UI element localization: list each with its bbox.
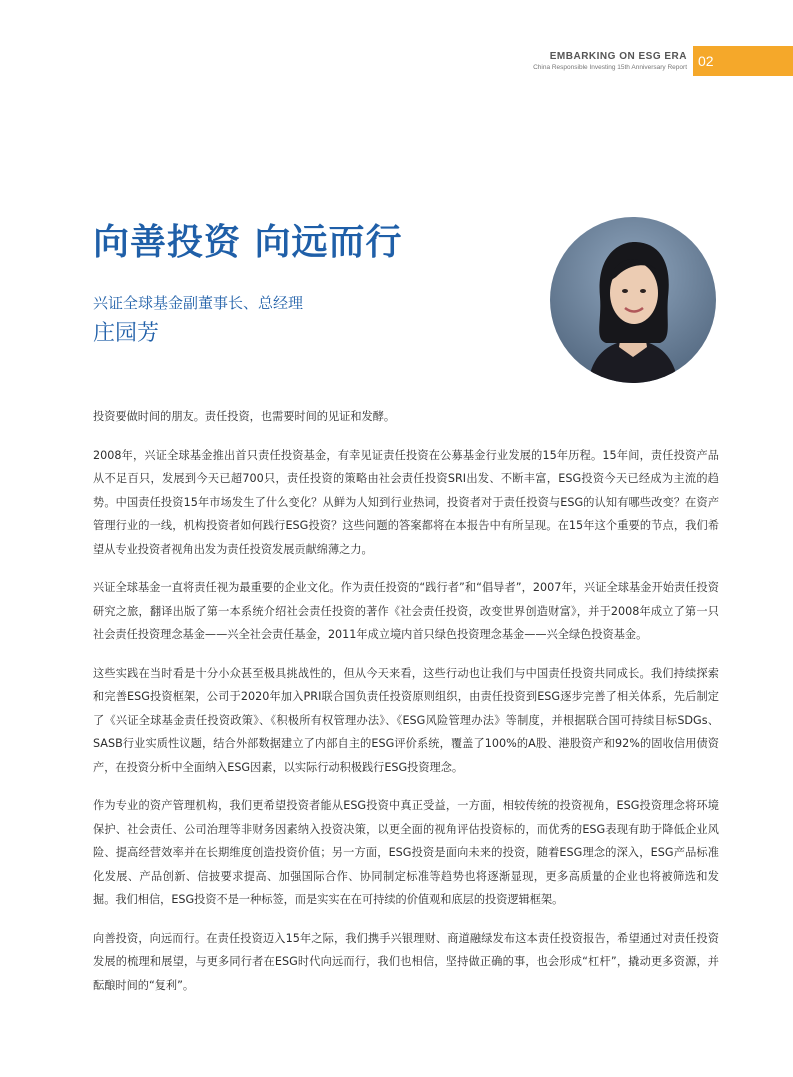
author-role: 兴证全球基金副董事长、总经理 xyxy=(93,294,304,312)
article-body xyxy=(93,405,719,1012)
author-portrait xyxy=(550,217,716,383)
running-header xyxy=(533,46,687,72)
report-title: EMBARKING ON ESG ERA xyxy=(549,51,687,62)
page-number-badge: 02 xyxy=(693,46,793,76)
report-subtitle: China Responsible Investing 15th Anniversary Report xyxy=(533,64,687,71)
paragraph: 投资要做时间的朋友。责任投资，也需要时间的见证和发酵。 xyxy=(93,410,396,423)
paragraph: 向善投资，向远而行。在责任投资迈入15年之际，我们携手兴银理财、商道融绿发布这本责任投资报告，希望通过对责任投资发展的梳理和展望，与更多同行者在ESG时代向远而行，我们也相信，坚持做正确的事，也会形成“杠杆”，撬动更多资源，并酝酿时间的“复利”。 xyxy=(93,931,719,992)
article-title: 向善投资 向远而行 xyxy=(93,222,403,263)
paragraph: 兴证全球基金一直将责任视为最重要的企业文化。作为责任投资的“践行者”和“倡导者”，2007年，兴证全球基金开始责任投资研究之旅，翻译出版了第一本系统介绍社会责任投资的著作《社会责任投资，改变世界创造财富》，并于2008年成立了第一只社会责任投资理念基金——兴全社会责任基金，2011年成立境内首只绿色投资理念基金——兴全绿色投资基金。 xyxy=(93,581,719,641)
paragraph: 作为专业的资产管理机构，我们更希望投资者能从ESG投资中真正受益，一方面，相较传统的投资视角，ESG投资理念将环境保护、社会责任、公司治理等非财务因素纳入投资决策，以更全面的视角评估投资标的，而优秀的ESG表现有助于降低企业风险、提高经营效率并在长期维度创造投资价值；另一方面，ESG投资是面向未来的投资，随着ESG理念的深入，ESG产品标准化发展、产品创新、信披要求提高、加强国际合作、协同制定标准等趋势也将逐渐显现，更多高质量的企业也将被筛选和发掘。我们相信，ESG投资不是一种标签，而是实实在在可持续的价值观和底层的投资逻辑框架。 xyxy=(93,799,719,906)
author-name: 庄园芳 xyxy=(93,321,160,346)
paragraph: 这些实践在当时看是十分小众甚至极具挑战性的，但从今天来看，这些行动也让我们与中国责任投资共同成长。我们持续探索和完善ESG投资框架，公司于2020年加入PRI联合国负责任投资原则组织，由责任投资到ESG逐步完善了相关体系，先后制定了《兴证全球基金责任投资政策》、《积极所有权管理办法》、《ESG风险管理办法》等制度，并根据联合国可持续目标SDGs、SASB行业实质性议题，结合外部数据建立了内部自主的ESG评价系统，覆盖了100%的A股、港股资产和92%的固收信用债资产，在投资分析中全面纳入ESG因素，以实际行动积极践行ESG投资理念。 xyxy=(93,666,719,774)
paragraph: 2008年，兴证全球基金推出首只责任投资基金，有幸见证责任投资在公募基金行业发展的15年历程。15年间，责任投资产品从不足百只，发展到今天已超700只，责任投资的策略由社会责任投资SRI出发、不断丰富，ESG投资今天已经成为主流的趋势。中国责任投资15年市场发生了什么变化？从鲜为人知到行业热词，投资者对于责任投资与ESG的认知有哪些改变？在资产管理行业的一线，机构投资者如何践行ESG投资？这些问题的答案都将在本报告中有所呈现。在15年这个重要的节点，我们希望从专业投资者视角出发为责任投资发展贡献绵薄之力。 xyxy=(93,448,719,556)
page-header xyxy=(533,46,793,76)
